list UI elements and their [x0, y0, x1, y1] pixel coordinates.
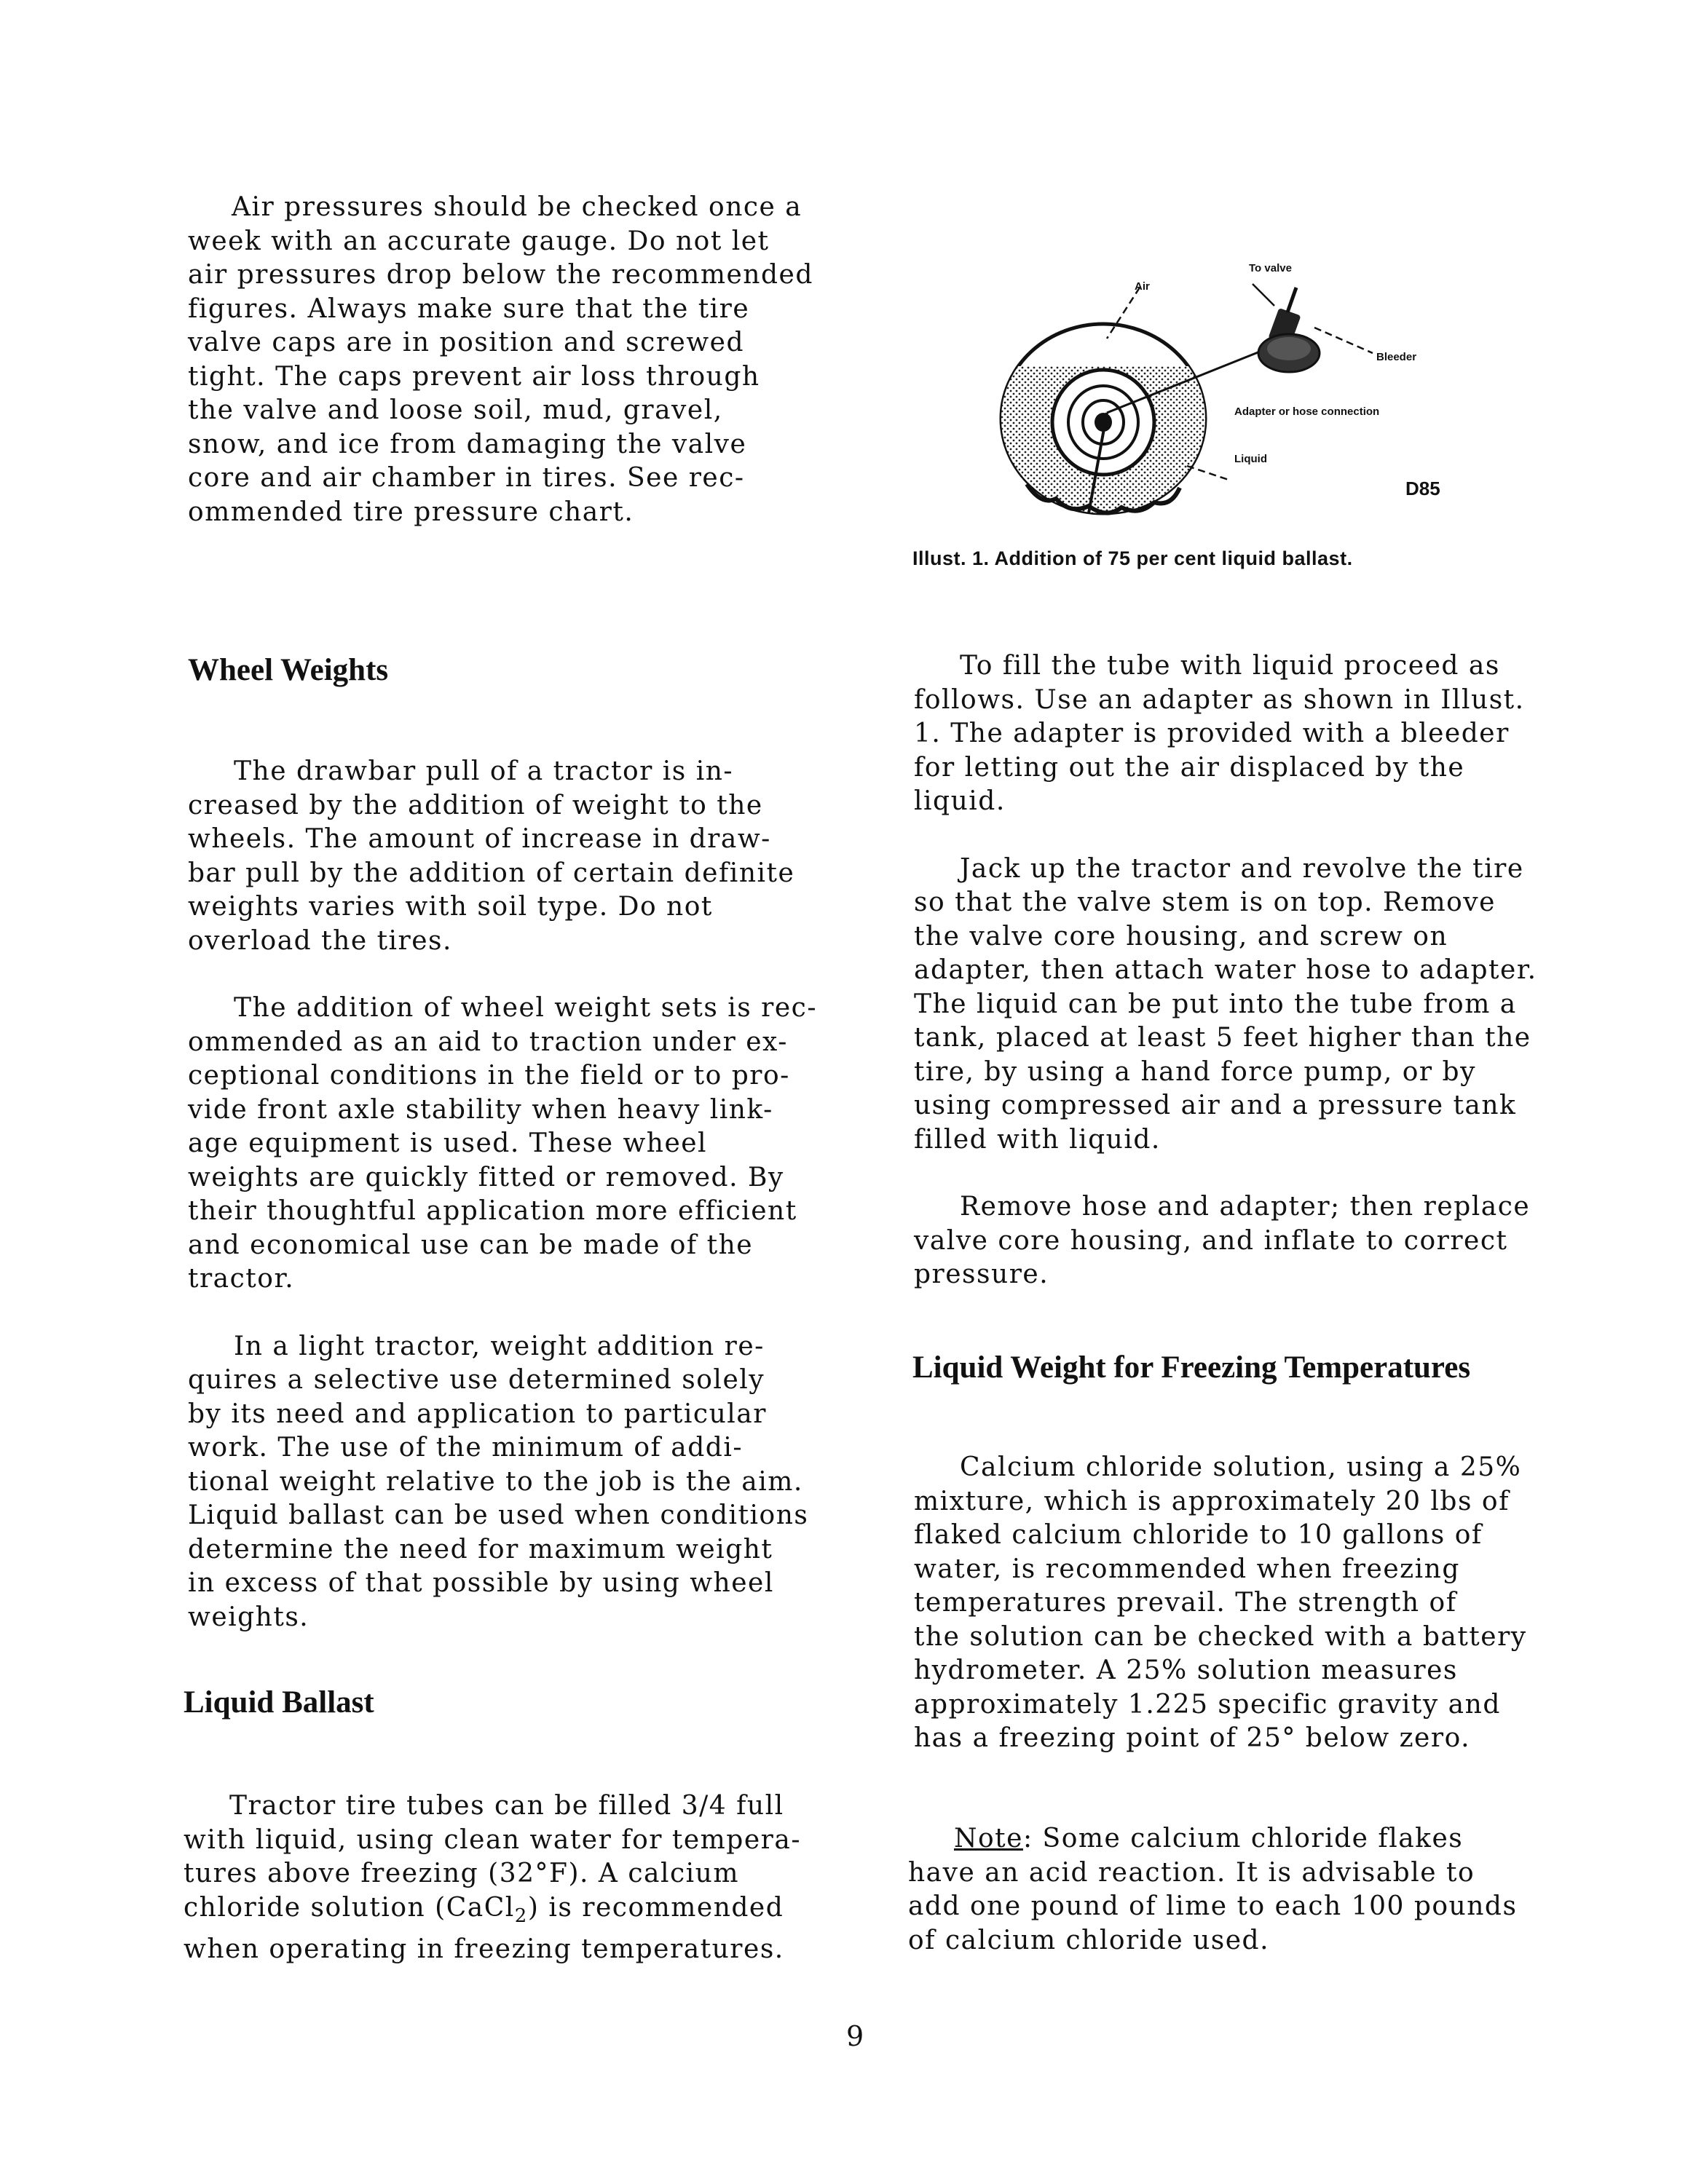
- formula-subscript: 2: [514, 1904, 528, 1927]
- figure-code: D85: [1405, 478, 1440, 499]
- fill-instructions-block: [914, 649, 1606, 1292]
- liquid-ballast-block: [184, 1789, 868, 1967]
- fill-paragraph-3: Remove hose and adapter; then replace valve core housing, and inflate to correct pressure.: [914, 1192, 1531, 1289]
- label-air: Air: [1135, 280, 1150, 293]
- freezing-paragraph: Calcium chloride solution, using a 25% mixture, which is approximately 20 lbs of flaked calcium chloride to 10 gallons of water, is recommended when freezing temperatures prevail. The strength of the solution can be checked with a battery hydrometer. A 25% solution measures approximately 1.225 specific gravity and has a freezing point of 25° below zero.: [914, 1452, 1527, 1753]
- intro-paragraph: Air pressures should be checked once a week with an accurate gauge. Do not let air pressures drop below the recommended figures. Always make sure that the tire valve caps are in position and screwed tight. The caps prevent air loss through the valve and loose soil, mud, gravel, snow, and ice from damaging the valve core and air chamber in tires. See rec- ommended tire pressure chart.: [188, 192, 813, 527]
- adapter-drawing: [1258, 288, 1320, 372]
- note-text: : Some calcium chloride flakes have an acid reaction. It is advisable to add one pound of lime to each 100 pounds of calcium chloride used.: [908, 1824, 1518, 1955]
- freezing-block: [914, 1451, 1606, 1756]
- figure-caption: Illust. 1. Addition of 75 per cent liquid ballast.: [912, 547, 1353, 569]
- tire-drawing: [998, 324, 1216, 528]
- wheel-weights-paragraph-1: The drawbar pull of a tractor is in- creased by the addition of weight to the wheels. The amount of increase in draw- bar pull by the addition of certain definite weights varies with soil type. Do not overload the tires.: [188, 756, 795, 956]
- fill-paragraph-1: To fill the tube with liquid proceed as follows. Use an adapter as shown in Illust. 1. The adapter is provided with a bleeder for letting out the air displaced by the liquid.: [914, 651, 1525, 816]
- wheel-weights-paragraph-3: In a light tractor, weight addition re- quires a selective use determined solely by its need and application to particular work. The use of the minimum of addi- tional weight relative to the job is the aim. Liquid ballast can be used when conditions determine the need for maximum weight in excess of that possible by using wheel weights.: [188, 1331, 809, 1632]
- page-number: 9: [846, 2020, 864, 2052]
- intro-paragraph-block: [188, 191, 865, 529]
- note-block: [908, 1822, 1607, 1958]
- wheel-weights-paragraph-2: The addition of wheel weight sets is rec- ommended as an aid to traction under ex- ceptional conditions in the field or to pro- vide front axle stability when heavy link- age equipment is used. These wheel weights are quickly fitted or removed. By their thoughtful application more efficient and economical use can be made of the tractor.: [188, 993, 818, 1294]
- label-adapter: Adapter or hose connection: [1234, 405, 1380, 418]
- liquid-ballast-paragraph: [184, 1789, 868, 1967]
- fill-paragraph-2: Jack up the tractor and revolve the tire so that the valve stem is on top. Remove the valve core housing, and screw on adapter, then attach water hose to adapter. The liquid can be put into the tube from a tank, placed at least 5 feet higher than the tire, by using a hand force pump, or by using compressed air and a pressure tank filled with liquid.: [914, 853, 1537, 1155]
- note-paragraph: [908, 1822, 1607, 1958]
- liquid-ballast-illustration: [998, 244, 1493, 528]
- wheel-weights-heading: Wheel Weights: [188, 653, 389, 687]
- wheel-weights-block: [188, 755, 865, 1634]
- liquid-ballast-heading: Liquid Ballast: [184, 1685, 374, 1720]
- note-label: Note: [954, 1824, 1023, 1853]
- label-to-valve: To valve: [1249, 262, 1292, 274]
- liquid-ballast-text-end: ) is recommended when operating in freezing temperatures.: [184, 1892, 784, 1965]
- liquid-ballast-text-start: Tractor tire tubes can be filled 3/4 full with liquid, using clean water for tempera- tures above freezing (32°F). A calcium chloride solution (CaCl: [184, 1791, 801, 1923]
- freezing-heading: Liquid Weight for Freezing Temperatures: [912, 1350, 1471, 1385]
- label-liquid: Liquid: [1234, 453, 1267, 465]
- label-bleeder: Bleeder: [1376, 351, 1417, 363]
